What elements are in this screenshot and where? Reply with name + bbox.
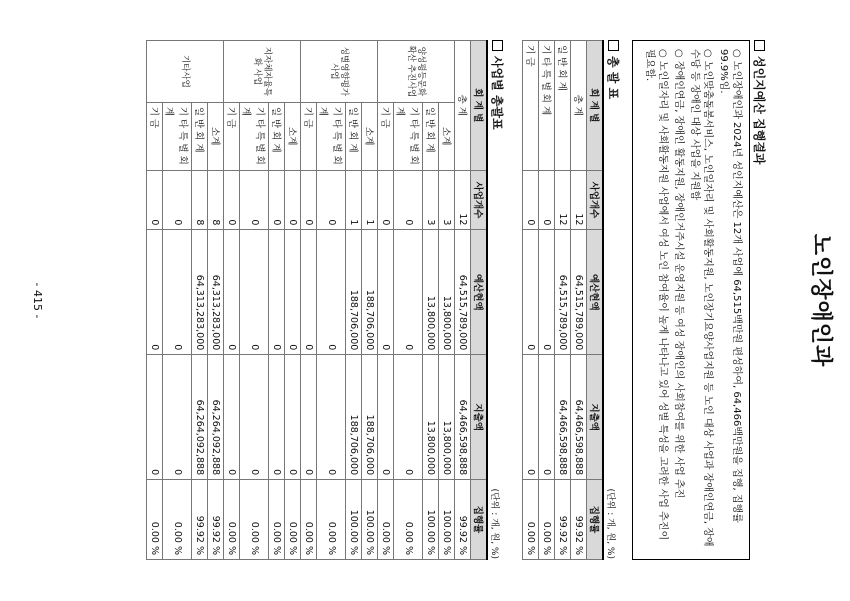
- summary-table: [523, 40, 605, 560]
- column-header: 집행률: [471, 480, 487, 560]
- table-row: 기 금 0 0 0 0.00 %: [378, 41, 394, 560]
- group-label: 지자체자율특화 사업: [224, 41, 301, 103]
- checkbox-square-icon: [608, 40, 619, 51]
- summary-paragraph: ○ 노인장애인과 2024년 성인지예산은 12개 사업에 64,515백만원 편성하여, 64,466백만원을 집행, 집행률 99.9%임.: [718, 49, 742, 523]
- column-header: 예산현액: [587, 230, 603, 355]
- table-row: 기 타 특 별 회 계 0 0 0 0.00 %: [539, 41, 555, 560]
- unit-label: (단위 : 개, 원, %): [489, 488, 499, 559]
- column-header: 사업개수: [471, 170, 487, 230]
- page-title: 노인장애인과: [808, 233, 833, 368]
- column-header: 사업개수: [587, 170, 603, 230]
- group-label: 성별영향평가 사업: [301, 41, 378, 103]
- table-row: 기 타 특 별 회 계 0 0 0 0.00 %: [163, 41, 192, 560]
- summary-paragraph: ○ 노인일자리 및 사회활동지원 사업에서 여성 노인 참여율이 높게 나타나고 있어 성별 특성을 고려한 사업 추진이 필요함.: [644, 49, 668, 541]
- table-row: 기 타 특 별 회 계 0 0 0 0.00 %: [317, 41, 346, 560]
- table-row: 일 반 회 계 8 64,313,283,000 64,264,092,888 99.92 %: [192, 41, 208, 560]
- table-row: 일 반 회 계 3 13,800,000 13,800,000 100.00 %: [423, 41, 439, 560]
- table-row: 총 계 12 64,515,789,000 64,466,598,888 99.92 %: [455, 41, 471, 560]
- page-number: - 415 -: [31, 282, 44, 319]
- column-header: 예산현액: [471, 230, 487, 355]
- column-header: 지출액: [587, 355, 603, 480]
- column-header: 회 계 별: [587, 41, 603, 171]
- summary-paragraph: ○ 장애인연금, 장애인 활동지원, 장애인거주시설 운영지원 등 여성 장애인의 사회참여를 위한 사업 추진: [673, 49, 684, 499]
- checkbox-square-icon: [754, 40, 765, 51]
- table-row: 일 반 회 계 0 0 0 0.00 %: [269, 41, 285, 560]
- column-header: 지출액: [471, 355, 487, 480]
- group-label: 양성평등문화 확산 추진사업: [378, 41, 455, 103]
- table-header-row: [471, 41, 487, 560]
- table-row: 기 금 0 0 0 0.00 %: [301, 41, 317, 560]
- table-row: 기 금 0 0 0 0.00 %: [147, 41, 163, 560]
- project-table: [147, 40, 489, 560]
- table-row: 기 금 0 0 0 0.00 %: [523, 41, 539, 560]
- table-row: 일 반 회 계 1 188,706,000 188,706,000 100.00 %: [346, 41, 362, 560]
- summary-paragraph: ○ 노인맞춤돌봄서비스, 노인일자리 및 사회활동지원, 노인장기요양사업지원 등 노인 대상 사업과 장애인연금, 장애수당 등 장애인 대상 사업을 지원함: [689, 49, 713, 547]
- table-header-row: [587, 41, 603, 560]
- table-row: 기 타 특 별 회 계 0 0 0 0.00 %: [394, 41, 423, 560]
- table-row: 기 타 특 별 회 계 0 0 0 0.00 %: [240, 41, 269, 560]
- unit-label: (단위 : 개, 원, %): [605, 488, 615, 559]
- section-heading-summary-table: 총 괄 표: [605, 40, 622, 99]
- summary-box: [632, 40, 750, 560]
- column-header: 집행률: [587, 480, 603, 560]
- section-heading-gender-budget: 성인지예산 집행결과: [751, 40, 768, 165]
- table-row: 양성평등문화 확산 추진사업 소계 3 13,800,000 13,800,000 100.00 %: [439, 41, 455, 560]
- table-row: 총 계 12 64,515,789,000 64,466,598,888 99.92 %: [571, 41, 587, 560]
- checkbox-square-icon: [492, 40, 503, 51]
- table-row: 성별영향평가 사업 소계 1 188,706,000 188,706,000 100.00 %: [362, 41, 378, 560]
- table-row: 지자체자율특화 사업 소계 0 0 0 0.00 %: [285, 41, 301, 560]
- table-row: 기 금 0 0 0 0.00 %: [224, 41, 240, 560]
- table-row: 기타사업 소계 8 64,313,283,000 64,264,092,888 99.92 %: [208, 41, 224, 560]
- column-header: 회 계 별: [471, 41, 487, 171]
- group-label: 기타사업: [147, 41, 224, 103]
- table-row: 일 반 회 계 12 64,515,789,000 64,466,598,888 99.92 %: [555, 41, 571, 560]
- section-heading-project-table: 사업별 총괄표: [489, 40, 506, 130]
